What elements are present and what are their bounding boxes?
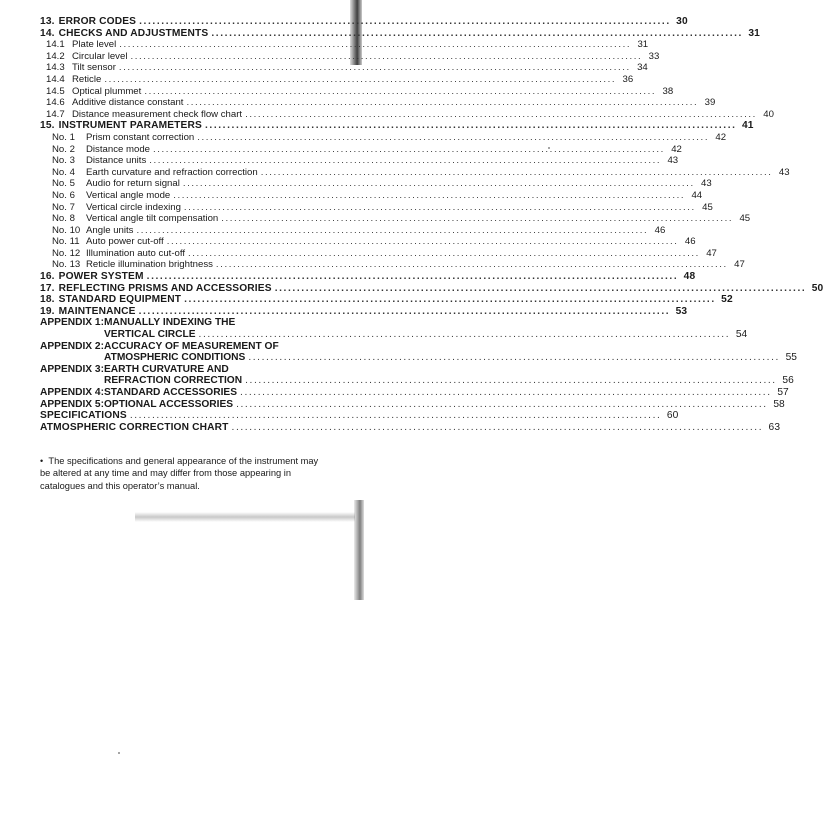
entry-number: No. 10: [52, 224, 81, 236]
dot-leader: [119, 39, 631, 51]
dot-leader: [147, 271, 679, 283]
appendix-title-line2: [104, 352, 797, 364]
dot-leader: [245, 109, 757, 121]
entry-page: 36: [622, 73, 634, 85]
entry-page: 45: [739, 213, 751, 225]
appendix-label: APPENDIX 4:: [40, 387, 104, 398]
toc-entry: [40, 282, 823, 295]
toc-entry: [40, 224, 666, 237]
dot-leader: [139, 16, 671, 28]
entry-page: 58: [773, 398, 785, 410]
toc-entry: [40, 16, 688, 28]
entry-page: 44: [691, 189, 703, 201]
toc-entry: [40, 421, 781, 434]
entry-number: 14.1: [46, 39, 65, 51]
appendix-entry: [40, 398, 785, 411]
appendix-title-text: VERTICAL CIRCLE: [104, 329, 196, 341]
entry-title: Illumination auto cut-off: [86, 247, 186, 259]
entry-title: SPECIFICATIONS: [40, 410, 127, 422]
entry-number: No. 4: [52, 166, 75, 178]
entry-number: No. 6: [52, 189, 75, 201]
dot-leader: [205, 120, 737, 132]
appendix-title-line1: [104, 399, 785, 411]
dot-leader: [188, 248, 700, 260]
toc-entry: [40, 271, 696, 283]
dot-leader: [119, 62, 631, 74]
entry-page: 45: [702, 201, 713, 213]
appendix-title-line1: ACCURACY OF MEASUREMENT OF: [104, 340, 279, 352]
entry-page: 56: [782, 375, 794, 387]
toc-entry: [40, 155, 679, 167]
entry-page: 42: [671, 143, 682, 155]
dot-leader: [232, 422, 764, 434]
dot-leader: [216, 259, 728, 271]
dot-leader: [130, 410, 662, 422]
dot-leader: [184, 202, 696, 214]
toc-entry: [40, 27, 760, 40]
appendix-title-line2: [104, 375, 794, 387]
scan-band: [135, 512, 355, 522]
entry-page: 39: [704, 97, 716, 109]
entry-title: Earth curvature and refraction correction: [86, 166, 258, 178]
entry-page: 43: [667, 155, 679, 167]
entry-page: 41: [741, 120, 754, 132]
appendix-body: [104, 341, 797, 364]
entry-title: Tilt sensor: [72, 62, 116, 74]
dot-leader: [153, 144, 665, 156]
entry-title: REFLECTING PRISMS AND ACCESSORIES: [58, 282, 272, 294]
toc-entry: [40, 213, 751, 225]
dot-leader: [245, 375, 777, 387]
entry-page: 53: [675, 305, 688, 317]
toc-entry: [40, 294, 733, 306]
entry-page: 42: [715, 131, 727, 143]
entry-number: 18.: [40, 294, 55, 306]
toc-entry: [40, 236, 696, 248]
toc-entry: [40, 97, 716, 109]
appendix-body: [104, 399, 785, 411]
dot-leader: [184, 294, 716, 306]
entry-title: INSTRUMENT PARAMETERS: [58, 120, 202, 132]
table-of-contents: [40, 16, 823, 433]
entry-page: 63: [768, 421, 781, 433]
entry-page: 55: [785, 352, 797, 364]
entry-title: ATMOSPHERIC CORRECTION CHART: [40, 421, 229, 433]
dot-leader: [275, 283, 807, 295]
dot-leader: [149, 155, 661, 167]
dot-leader: [236, 399, 768, 411]
dot-leader: [248, 352, 780, 364]
appendix-title-line1: EARTH CURVATURE AND: [104, 363, 229, 375]
entry-title: Plate level: [72, 39, 117, 51]
toc-entry: [40, 189, 703, 202]
entry-number: 14.4: [46, 73, 65, 85]
entry-number: 16.: [40, 271, 55, 283]
dot-leader: [130, 51, 642, 63]
entry-page: 31: [637, 39, 649, 51]
appendix-label: APPENDIX 3:: [40, 363, 104, 375]
disclaimer-text: The specifications and general appearance of the instrument may be altered at any time and may differ from those appearing in catalogues and this operator’s manual.: [40, 456, 319, 491]
toc-entry: [40, 259, 745, 271]
entry-title: MAINTENANCE: [58, 305, 136, 317]
entry-title: Distance mode: [86, 143, 150, 155]
entry-number: No. 7: [52, 201, 75, 213]
toc-entry: [40, 108, 774, 121]
entry-page: 38: [662, 85, 674, 97]
appendix-title-text: REFRACTION CORRECTION: [104, 375, 243, 387]
dot-leader: [136, 225, 648, 237]
entry-title: Auto power cut-off: [86, 236, 164, 248]
entry-title: Angle units: [86, 224, 134, 236]
toc-entry: [40, 39, 649, 51]
bullet-icon: •: [40, 456, 44, 466]
entry-page: 30: [676, 16, 688, 27]
entry-title: Distance measurement check flow chart: [72, 108, 243, 120]
toc-entry: [40, 50, 660, 63]
entry-title: Distance units: [86, 155, 147, 167]
appendix-body: [104, 364, 794, 387]
toc-entry: [40, 178, 712, 190]
toc-entry: [40, 305, 688, 318]
entry-number: 19.: [40, 305, 55, 317]
entry-number: 14.7: [46, 108, 65, 120]
entry-number: 14.3: [46, 62, 65, 74]
appendix-label: APPENDIX 5:: [40, 398, 104, 410]
dot-leader: [199, 329, 731, 341]
entry-page: 40: [763, 108, 774, 120]
dot-leader: [197, 132, 709, 144]
appendix-entry: [40, 340, 797, 364]
entry-title: Audio for return signal: [86, 178, 180, 190]
entry-number: No. 5: [52, 178, 75, 190]
entry-page: 54: [735, 329, 748, 341]
entry-title: Vertical angle tilt compensation: [86, 213, 219, 225]
entry-number: 15.: [40, 120, 55, 132]
entry-page: 47: [706, 247, 717, 259]
appendix-label: APPENDIX 2:: [40, 340, 104, 352]
entry-page: 57: [777, 387, 789, 398]
appendix-entry: [40, 363, 794, 387]
entry-title: Vertical circle indexing: [86, 201, 181, 213]
entry-title: POWER SYSTEM: [58, 271, 144, 283]
entry-number: 14.5: [46, 85, 65, 97]
entry-title: STANDARD EQUIPMENT: [58, 294, 182, 306]
appendix-label: APPENDIX 1:: [40, 317, 104, 329]
toc-entry: [40, 73, 634, 86]
entry-page: 34: [637, 62, 648, 74]
entry-page: 31: [748, 27, 760, 39]
entry-number: No. 11: [52, 236, 80, 248]
entry-number: 13.: [40, 16, 55, 27]
appendix-title-line2: [104, 329, 747, 341]
dot-leader: [144, 86, 656, 98]
entry-title: Vertical angle mode: [86, 189, 171, 201]
entry-number: No. 3: [52, 155, 75, 167]
appendix-title-line1: MANUALLY INDEXING THE: [104, 317, 236, 329]
toc-entry: [40, 166, 790, 179]
toc-entry: [40, 120, 754, 132]
toc-entry: [40, 62, 648, 74]
entry-page: 46: [684, 236, 696, 248]
dot-leader: [139, 306, 671, 318]
entry-page: 48: [683, 271, 696, 283]
dot-leader: [221, 213, 733, 225]
entry-number: 17.: [40, 282, 55, 294]
appendix-entry: [40, 317, 748, 341]
entry-number: No. 1: [52, 131, 75, 143]
entry-title: Reticle: [72, 73, 102, 85]
entry-page: 52: [721, 294, 733, 306]
dot-leader: [240, 387, 772, 399]
entry-number: 14.2: [46, 50, 65, 62]
toc-entry: [40, 201, 713, 214]
appendix-title-text: ATMOSPHERIC CONDITIONS: [104, 352, 246, 364]
entry-page: 33: [648, 50, 660, 62]
entry-number: No. 2: [52, 143, 75, 155]
entry-title: CHECKS AND ADJUSTMENTS: [58, 27, 209, 39]
dot-leader: [104, 74, 616, 86]
entry-number: No. 12: [52, 247, 81, 259]
disclaimer-note: [40, 455, 320, 492]
entry-page: 47: [734, 259, 745, 271]
entry-title: Reticle illumination brightness: [86, 259, 213, 271]
entry-page: 60: [666, 410, 679, 422]
entry-title: Additive distance constant: [72, 97, 184, 109]
entry-page: 43: [778, 166, 790, 178]
scan-speck: [118, 752, 120, 754]
entry-title: Prism constant correction: [86, 131, 195, 143]
toc-entry: [40, 410, 679, 422]
appendix-title-text: STANDARD ACCESSORIES: [104, 387, 238, 398]
entry-page: 50: [811, 282, 823, 294]
appendix-body: [104, 387, 789, 399]
dot-leader: [186, 97, 698, 109]
toc-entry: [40, 143, 682, 156]
appendix-title-text: OPTIONAL ACCESSORIES: [104, 398, 234, 410]
entry-number: No. 13: [52, 259, 81, 271]
scan-shadow-bottom: [354, 500, 364, 600]
entry-number: 14.6: [46, 97, 65, 109]
entry-title: ERROR CODES: [58, 16, 137, 27]
toc-entry: [40, 131, 727, 144]
entry-number: 14.: [40, 27, 55, 39]
toc-entry: [40, 247, 717, 260]
dot-leader: [167, 236, 679, 248]
dot-leader: [183, 178, 695, 190]
appendix-entry: [40, 387, 789, 399]
appendix-title-line1: [104, 387, 789, 399]
dot-leader: [261, 167, 773, 179]
dot-leader: [211, 28, 743, 40]
entry-number: No. 8: [52, 213, 75, 225]
entry-page: 46: [654, 224, 666, 236]
dot-leader: [173, 190, 685, 202]
entry-title: Optical plummet: [72, 85, 142, 97]
appendix-body: [104, 317, 747, 340]
entry-page: 43: [701, 178, 712, 190]
entry-title: Circular level: [72, 50, 128, 62]
toc-entry: [40, 85, 674, 98]
